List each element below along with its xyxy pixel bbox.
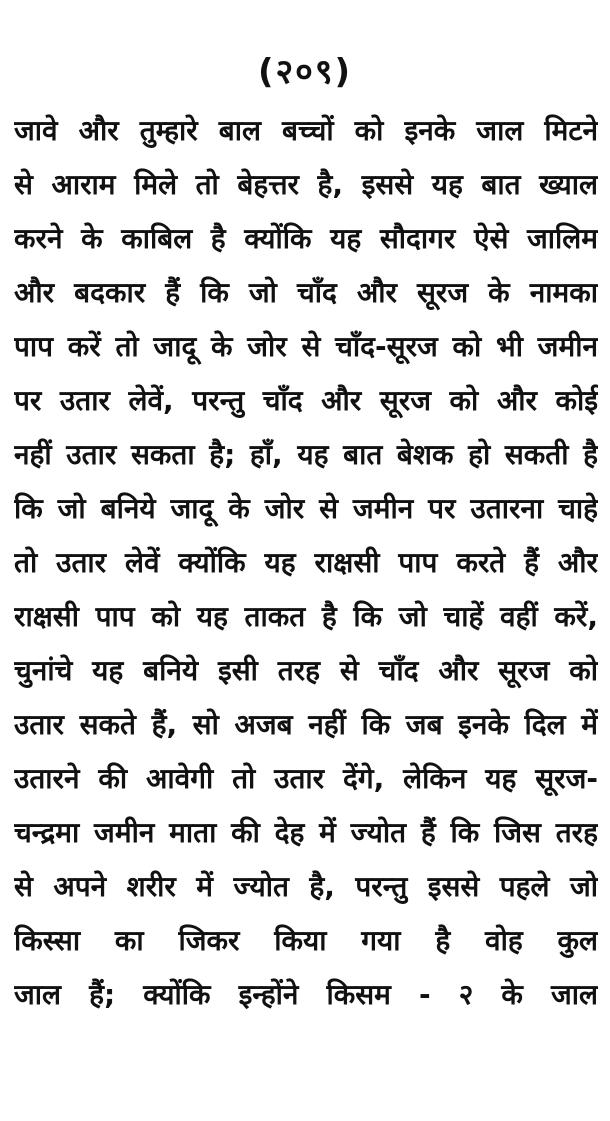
text-line: कि जो बनिये जादू के जोर से जमीन पर उतारना चाहे	[14, 492, 598, 525]
text-line: उतार सकते हैं, सो अजब नहीं कि जब इनके दिल में	[14, 708, 598, 741]
text-line: राक्षसी पाप को यह ताकत है कि जो चाहें वहीं करें,	[14, 600, 598, 633]
text-line: से अपने शरीर में ज्योत है, परन्तु इससे पहले जो	[14, 870, 598, 903]
text-line: चुनांचे यह बनिये इसी तरह से चाँद और सूरज को	[14, 654, 598, 687]
body-text	[14, 104, 598, 1022]
text-line: चन्द्रमा जमीन माता की देह में ज्योत हैं कि जिस तरह	[14, 816, 598, 849]
text-line: नहीं उतार सकता है; हाँ, यह बात बेशक हो सकती है	[14, 438, 598, 471]
text-line: करने के काबिल है क्योंकि यह सौदागर ऐसे जालिम	[14, 222, 598, 255]
text-line: पाप करें तो जादू के जोर से चाँद-सूरज को भी जमीन	[14, 330, 598, 363]
text-line: और बदकार हैं कि जो चाँद और सूरज के नामका	[14, 276, 598, 309]
text-line: से आराम मिले तो बेहत्तर है, इससे यह बात ख्याल	[14, 168, 598, 201]
text-line: जावे और तुम्हारे बाल बच्चों को इनके जाल मिटने	[14, 114, 598, 147]
text-line: जाल हैं; क्योंकि इन्होंने किसम - २ के जाल	[14, 978, 598, 1011]
page-number: (२०९)	[257, 52, 353, 92]
text-line: उतारने की आवेगी तो उतार देंगे, लेकिन यह सूरज-	[14, 762, 598, 795]
text-line: तो उतार लेवें क्योंकि यह राक्षसी पाप करते हैं और	[14, 546, 598, 579]
text-line: पर उतार लेवें, परन्तु चाँद और सूरज को और कोई	[14, 384, 598, 417]
text-line: किस्सा का जिकर किया गया है वोह कुल	[14, 924, 598, 957]
